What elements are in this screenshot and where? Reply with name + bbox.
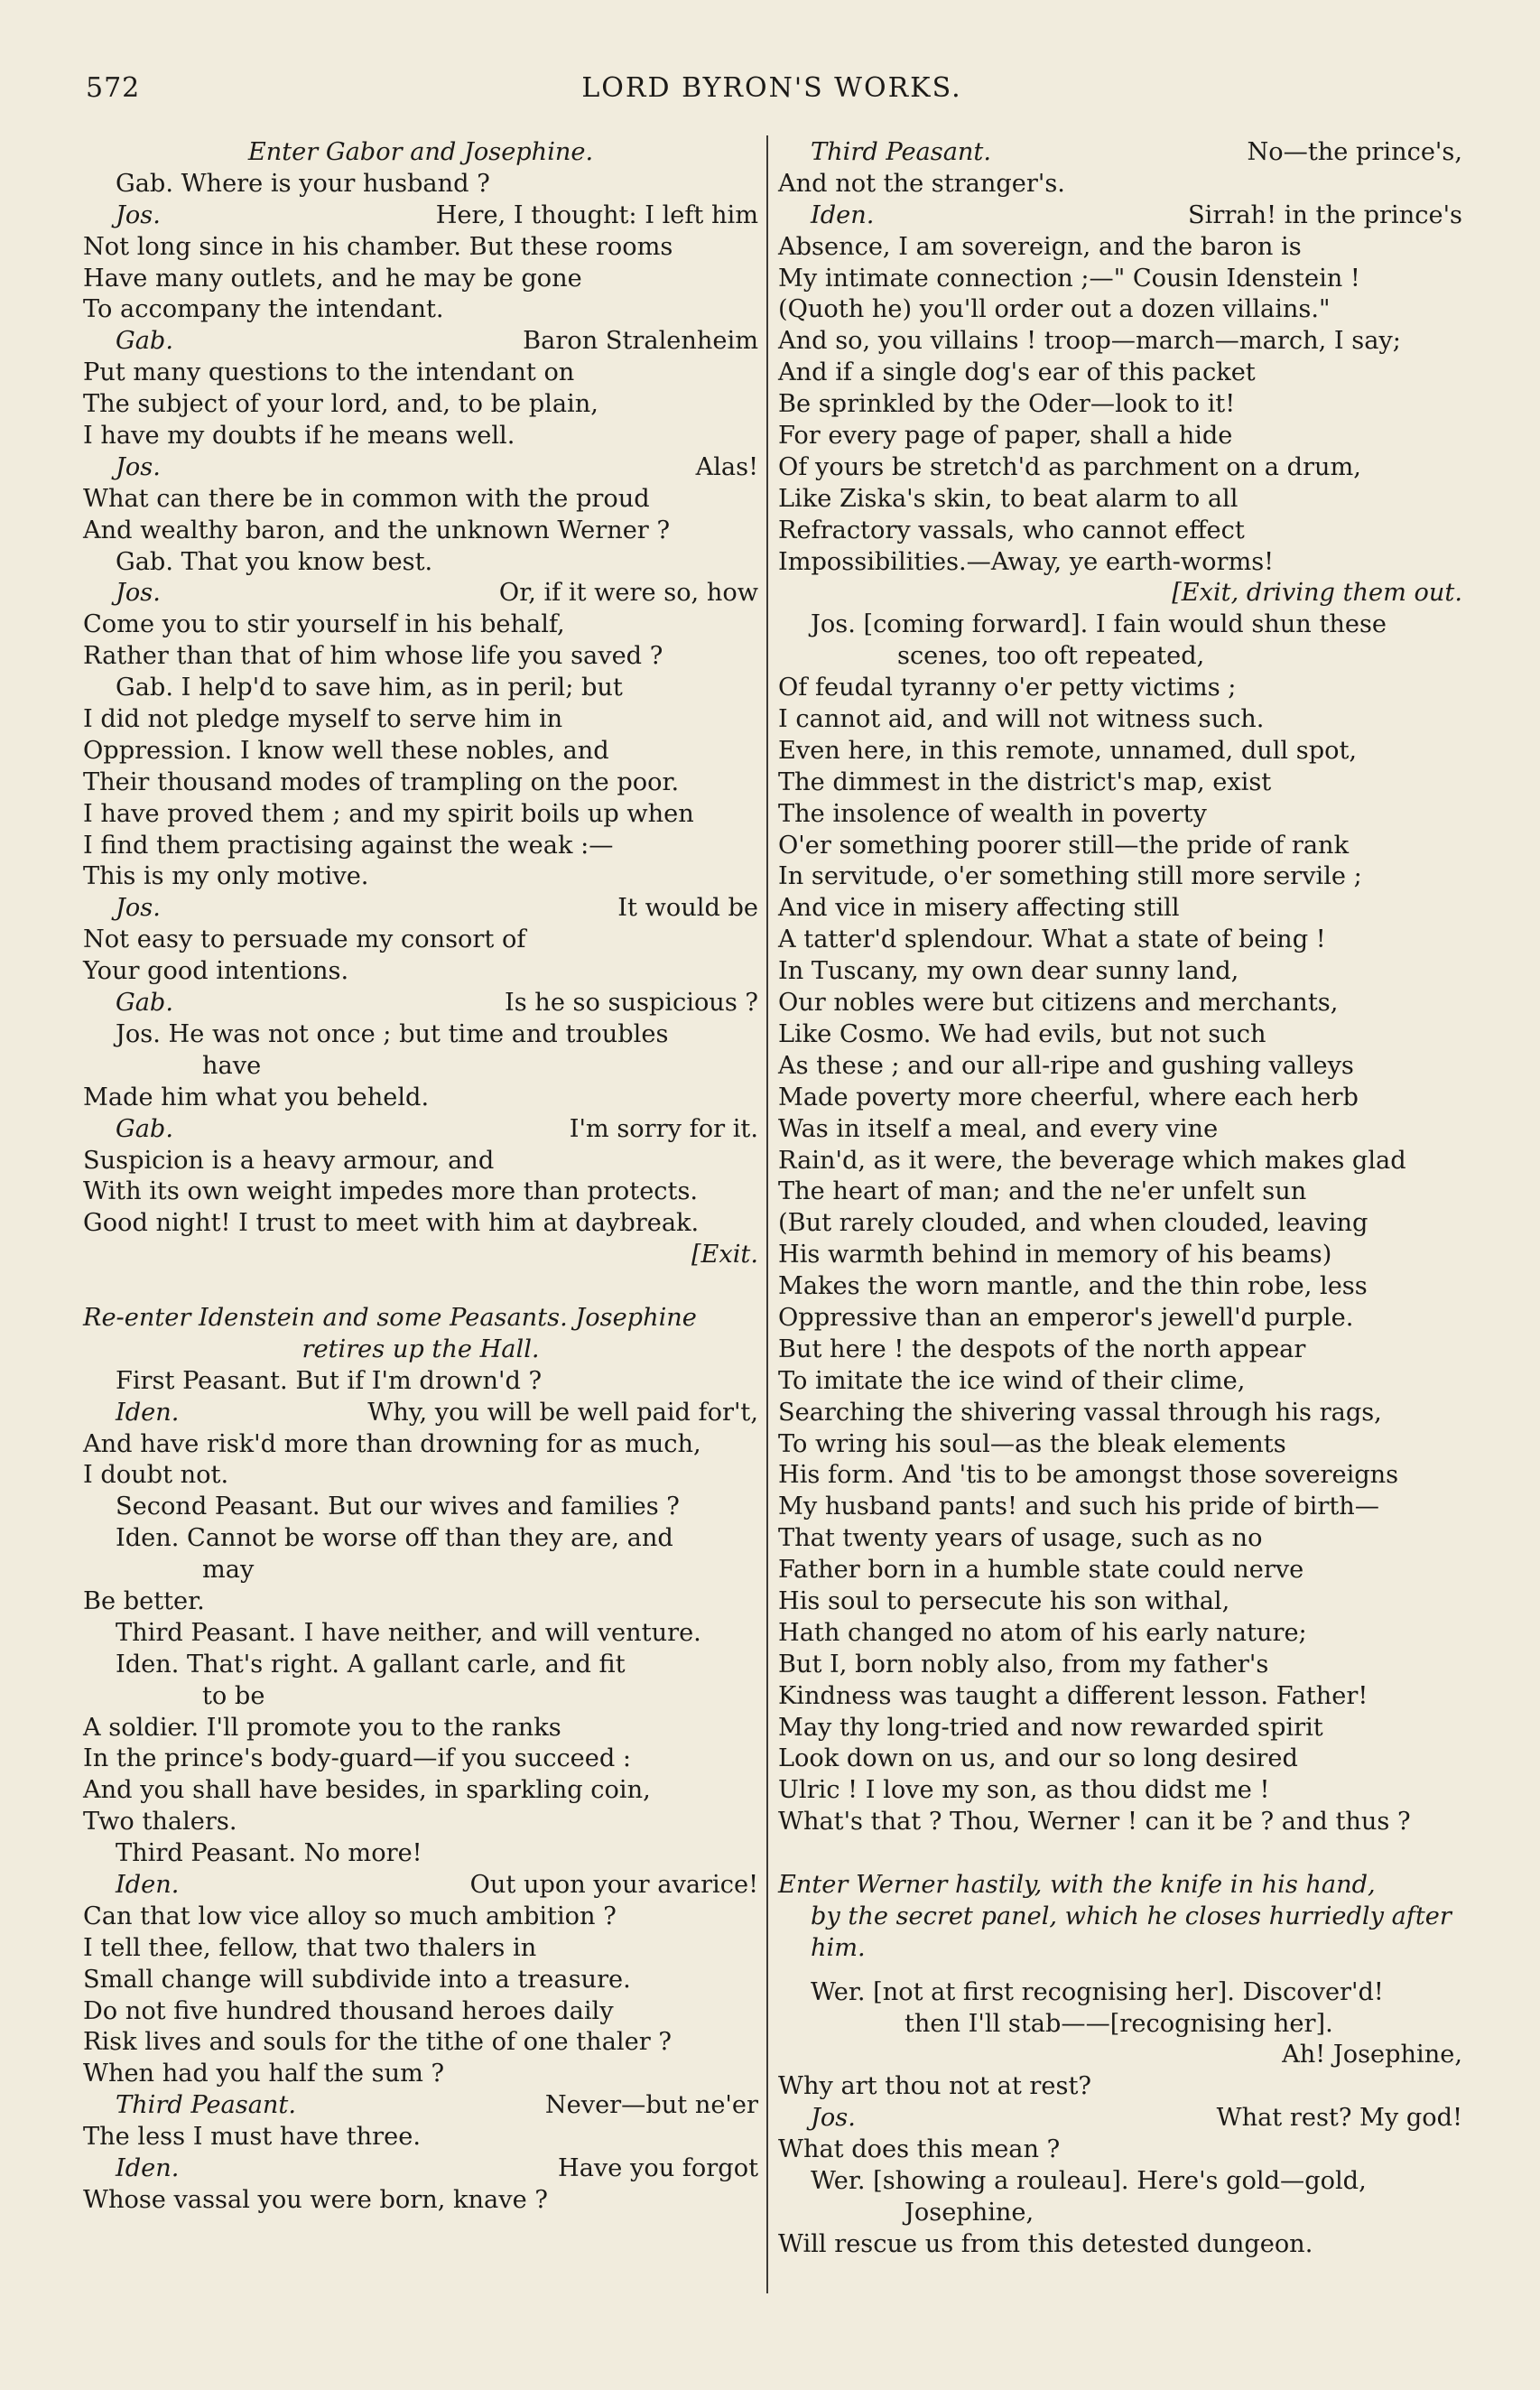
verse-line: In Tuscany, my own dear sunny land, — [778, 957, 1239, 986]
verse-line: Like Ziska's skin, to beat alarm to all — [778, 484, 1238, 513]
verse-line: to be — [202, 1681, 265, 1710]
verse-line: Suspicion is a heavy armour, and — [83, 1146, 495, 1175]
verse-line: The subject of your lord, and, to be plain, — [83, 390, 598, 419]
verse-line: First Peasant. But if I'm drown'd ? — [116, 1366, 543, 1395]
verse-line: As these ; and our all-ripe and gushing valleys — [778, 1051, 1354, 1080]
verse-line: Iden. Why, you will be well paid for't, — [116, 1398, 758, 1427]
verse-line: Will rescue us from this detested dungeon. — [778, 2229, 1313, 2258]
verse-line: Iden. Out upon your avarice! — [116, 1870, 758, 1899]
verse-line: Our nobles were but citizens and merchants, — [778, 989, 1339, 1018]
verse-line: Jos. Or, if it were so, how — [116, 579, 758, 608]
spacer — [778, 1965, 1462, 1977]
stage-direction: Re-enter Idenstein and some Peasants. Josephine — [83, 1303, 697, 1332]
verse-line: To accompany the intendant. — [83, 295, 444, 324]
verse-line: To wring his soul—as the bleak elements — [778, 1429, 1286, 1458]
verse-line: What does this mean ? — [778, 2135, 1061, 2164]
verse-line: And wealthy baron, and the unknown Werner ? — [83, 516, 671, 544]
verse-line: May thy long-tried and now rewarded spirit — [778, 1713, 1323, 1742]
verse-line: then I'll stab——[recognising her]. — [905, 2009, 1333, 2038]
verse-line: Gab. I help'd to save him, as in peril; but — [116, 674, 623, 702]
verse-line: And so, you villains ! troop—march—march, I say; — [778, 327, 1401, 356]
verse-line: Your good intentions. — [83, 957, 349, 986]
verse-line: When had you half the sum ? — [83, 2060, 445, 2088]
verse-line: The less I must have three. — [83, 2123, 421, 2152]
verse-line: I doubt not. — [83, 1461, 229, 1490]
verse-line: Iden. That's right. A gallant carle, and fit — [116, 1650, 626, 1679]
verse-line: Father born in a humble state could nerve — [778, 1556, 1304, 1585]
verse-line: (Quoth he) you'll order out a dozen villains." — [778, 295, 1331, 324]
verse-line: A soldier. I'll promote you to the ranks — [83, 1713, 561, 1742]
verse-line: The heart of man; and the ne'er unfelt sun — [778, 1177, 1307, 1206]
verse-line: Second Peasant. But our wives and families ? — [116, 1493, 680, 1521]
verse-line: My intimate connection ;—" Cousin Idenstein ! — [778, 264, 1360, 293]
verse-line: Refractory vassals, who cannot effect — [778, 516, 1245, 544]
verse-line: Jos. [coming forward]. I fain would shun these — [811, 610, 1387, 639]
verse-line: Jos. What rest? My god! — [811, 2104, 1462, 2133]
verse-line: And if a single dog's ear of this packet — [778, 358, 1256, 387]
verse-line: Impossibilities.—Away, ye earth-worms! — [778, 547, 1275, 576]
spacer — [83, 1271, 758, 1303]
verse-line: Even here, in this remote, unnamed, dull spot, — [778, 736, 1358, 765]
verse-line: Do not five hundred thousand heroes daily — [83, 1996, 614, 2025]
running-title: LORD BYRON'S WORKS. — [581, 72, 962, 104]
verse-line: This is my only motive. — [83, 862, 369, 891]
stage-direction: Enter Gabor and Josephine. — [247, 138, 594, 166]
stage-direction: Enter Werner hastily, with the knife in his hand, — [778, 1870, 1376, 1899]
verse-line: The dimmest in the district's map, exist — [778, 767, 1272, 796]
verse-line: Iden. Cannot be worse off than they are, and — [116, 1524, 673, 1553]
page-header — [86, 72, 1458, 117]
verse-line: Be better. — [83, 1586, 205, 1615]
verse-line: The insolence of wealth in poverty — [778, 799, 1207, 828]
verse-line: With its own weight impedes more than protects. — [83, 1177, 699, 1206]
verse-line: Searching the shivering vassal through his rags, — [778, 1398, 1382, 1427]
verse-line: Wer. [showing a rouleau]. Here's gold—gold, — [811, 2167, 1367, 2195]
verse-line: A tatter'd splendour. What a state of being ! — [778, 925, 1326, 954]
verse-line: Oppression. I know well these nobles, and — [83, 736, 609, 765]
verse-line: And not the stranger's. — [778, 169, 1065, 198]
verse-line: His warmth behind in memory of his beams) — [778, 1241, 1332, 1269]
verse-line: Third Peasant. Never—but ne'er — [116, 2091, 758, 2120]
verse-line: I cannot aid, and will not witness such. — [778, 705, 1265, 734]
verse-line: I did not pledge myself to serve him in — [83, 705, 563, 734]
verse-line: Absence, I am sovereign, and the baron is — [778, 232, 1302, 261]
verse-line: O'er something poorer still—the pride of rank — [778, 831, 1350, 860]
verse-line: Not easy to persuade my consort of — [83, 925, 526, 954]
stage-direction: [Exit. — [691, 1241, 758, 1269]
verse-line: Not long since in his chamber. But these rooms — [83, 232, 673, 261]
verse-line: Risk lives and souls for the tithe of one thaler ? — [83, 2028, 672, 2057]
verse-line: I have proved them ; and my spirit boils up when — [83, 799, 694, 828]
verse-line: Two thalers. — [83, 1808, 237, 1837]
verse-line: Gab. Is he so suspicious ? — [116, 989, 758, 1018]
verse-line: In servitude, o'er something still more servile ; — [778, 862, 1362, 891]
verse-line: In the prince's body-guard—if you succeed : — [83, 1744, 632, 1773]
verse-line: Good night! I trust to meet with him at daybreak. — [83, 1209, 700, 1238]
verse-line: And vice in misery affecting still — [778, 894, 1180, 923]
left-column — [83, 137, 758, 2217]
verse-line: Whose vassal you were born, knave ? — [83, 2185, 548, 2214]
verse-line: Made poverty more cheerful, where each herb — [778, 1083, 1359, 1111]
page-number: 572 — [86, 72, 141, 104]
verse-line: Wer. [not at first recognising her]. Discover'd! — [811, 1977, 1384, 2006]
verse-line: Oppressive than an emperor's jewell'd purple. — [778, 1303, 1354, 1332]
verse-line: Why art thou not at rest? — [778, 2072, 1091, 2101]
stage-direction: him. — [811, 1933, 866, 1962]
verse-line: Gab. Baron Stralenheim — [116, 327, 758, 356]
verse-line: Was in itself a meal, and every vine — [778, 1114, 1219, 1143]
stage-direction: by the secret panel, which he closes hurriedly after — [811, 1902, 1452, 1930]
verse-line: Small change will subdivide into a treasure. — [83, 1965, 631, 1994]
verse-line: Iden. Have you forgot — [116, 2154, 758, 2182]
verse-line: Gab. Where is your husband ? — [116, 169, 490, 198]
verse-line: Kindness was taught a different lesson. Father! — [778, 1681, 1368, 1710]
verse-line: Third Peasant. No more! — [116, 1839, 422, 1868]
stage-direction: retires up the Hall. — [302, 1334, 540, 1363]
verse-line: Be sprinkled by the Oder—look to it! — [778, 390, 1236, 419]
verse-line: Third Peasant. No—the prince's, — [811, 138, 1462, 166]
verse-line: I have my doubts if he means well. — [83, 422, 515, 451]
verse-line: Iden. Sirrah! in the prince's — [811, 200, 1462, 229]
right-column — [778, 137, 1462, 2261]
verse-line: Can that low vice alloy so much ambition ? — [83, 1902, 617, 1930]
verse-line: Ah! Josephine, — [1282, 2041, 1462, 2069]
verse-line: For every page of paper, shall a hide — [778, 422, 1233, 451]
verse-line: And you shall have besides, in sparkling coin, — [83, 1776, 651, 1805]
verse-line: scenes, too oft repeated, — [897, 642, 1205, 671]
verse-line: (But rarely clouded, and when clouded, leaving — [778, 1209, 1368, 1238]
verse-line: Of feudal tyranny o'er petty victims ; — [778, 674, 1237, 702]
verse-line: But here ! the despots of the north appear — [778, 1334, 1306, 1363]
verse-line: may — [202, 1556, 255, 1585]
spacer — [778, 1838, 1462, 1870]
verse-line: That twenty years of usage, such as no — [778, 1524, 1263, 1553]
verse-line: Made him what you beheld. — [83, 1083, 430, 1111]
verse-line: Josephine, — [905, 2198, 1034, 2227]
verse-line: Ulric ! I love my son, as thou didst me ! — [778, 1776, 1270, 1805]
verse-line: What can there be in common with the proud — [83, 484, 650, 513]
verse-line: Gab. That you know best. — [116, 547, 433, 576]
verse-line: Put many questions to the intendant on — [83, 358, 575, 387]
column-divider — [766, 135, 768, 2293]
verse-line: To imitate the ice wind of their clime, — [778, 1366, 1246, 1395]
verse-line: I tell thee, fellow, that two thalers in — [83, 1933, 537, 1962]
verse-line: Jos. Alas! — [116, 452, 758, 481]
verse-line: Rain'd, as it were, the beverage which makes glad — [778, 1146, 1406, 1175]
verse-line: Third Peasant. I have neither, and will venture. — [116, 1618, 701, 1647]
verse-line: Gab. I'm sorry for it. — [116, 1114, 758, 1143]
verse-line: His soul to persecute his son withal, — [778, 1586, 1230, 1615]
verse-line: Come you to stir yourself in his behalf, — [83, 610, 565, 639]
verse-line: Jos. He was not once ; but time and troubles — [116, 1019, 669, 1048]
verse-line: Look down on us, and our so long desired — [778, 1744, 1298, 1773]
verse-line: Rather than that of him whose life you saved ? — [83, 642, 663, 671]
verse-line: I find them practising against the weak :— — [83, 831, 614, 860]
verse-line: Jos. It would be — [116, 894, 758, 923]
verse-line: Have many outlets, and he may be gone — [83, 264, 582, 293]
verse-line: Like Cosmo. We had evils, but not such — [778, 1019, 1266, 1048]
verse-line: But I, born nobly also, from my father's — [778, 1650, 1269, 1679]
stage-direction: [Exit, driving them out. — [1172, 579, 1462, 608]
verse-line: Makes the worn mantle, and the thin robe, less — [778, 1272, 1368, 1301]
verse-line: Jos. Here, I thought: I left him — [116, 200, 758, 229]
verse-line: His form. And 'tis to be amongst those sovereigns — [778, 1461, 1399, 1490]
verse-line: What's that ? Thou, Werner ! can it be ? and thus ? — [778, 1808, 1411, 1837]
verse-line: And have risk'd more than drowning for as much, — [83, 1429, 701, 1458]
verse-line: Of yours be stretch'd as parchment on a drum, — [778, 452, 1361, 481]
verse-line: My husband pants! and such his pride of birth— — [778, 1493, 1379, 1521]
verse-line: Their thousand modes of trampling on the poor. — [83, 767, 680, 796]
verse-line: have — [202, 1051, 262, 1080]
verse-line: Hath changed no atom of his early nature; — [778, 1618, 1307, 1647]
